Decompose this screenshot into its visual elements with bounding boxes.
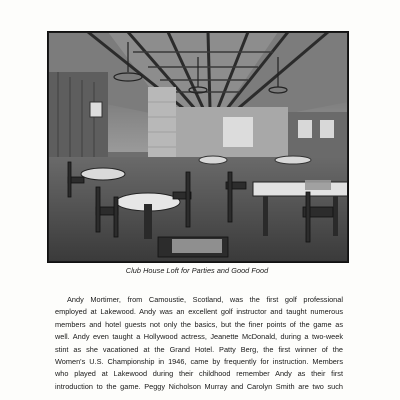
paragraph-line: employed at Lakewood. Andy was an excellent golf instructor and taught numerous xyxy=(55,307,343,317)
paragraph-line: Women's U.S. Championship in 1946, came by frequently for instruction. Members xyxy=(55,357,343,367)
paragraph-line: stint as she vacationed at the Grand Hotel. Patty Berg, the first winner of the xyxy=(55,344,343,354)
paragraph-line: introduction to the game. Peggy Nicholson Murray and Carolyn Smith are two such xyxy=(55,381,343,391)
paragraph-line: who played at Lakewood during their childhood remember Andy as their first xyxy=(55,369,343,379)
paragraph-line: members and hotel guests not only the basics, but the finer points of the game as xyxy=(55,319,343,329)
photo-illustration xyxy=(48,32,348,262)
paragraph-line: Andy Mortimer, from Camoustie, Scotland, was the first golf professional xyxy=(67,295,343,304)
club-house-loft-photo xyxy=(47,31,349,263)
body-paragraph xyxy=(55,294,343,393)
photo-caption: Club House Loft for Parties and Good Food xyxy=(125,266,269,275)
paragraph-line: well. Andy even taught a Hollywood actress, Jeanette McDonald, during a two-week xyxy=(55,332,343,342)
